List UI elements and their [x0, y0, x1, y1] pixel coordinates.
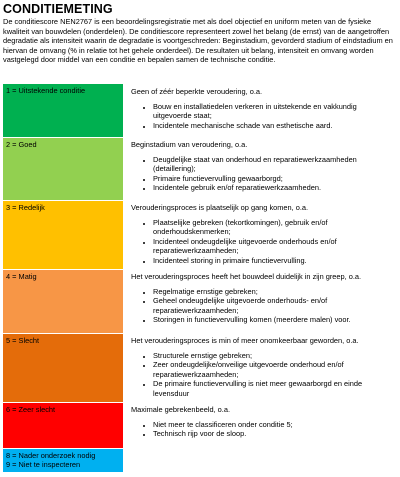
list-item: • Incidenteel storing in primaire functievervulling. [153, 256, 395, 266]
criteria-list [131, 155, 395, 193]
score-description-cell [123, 137, 395, 200]
score-label: 6 = Zeer slecht [6, 404, 56, 414]
list-item: • Bouw en installatiedelen verkeren in uitstekende en vakkundig uitgevoerde staat; [153, 102, 395, 121]
list-item: • Plaatselijke gebreken (tekortkomingen), gebruik en/of onderhoudskenmerken; [153, 218, 395, 237]
list-item: • Zeer ondeugdelijke/onveilige uitgevoerde onderhoud en/of reparatiewerkzaamheden; [153, 360, 395, 379]
score-lead: Het verouderingsproces heeft het bouwdeel duidelijk in zijn greep, o.a. [131, 272, 362, 281]
score-label-cell [3, 333, 123, 402]
score-description-cell [123, 402, 395, 448]
list-item: • Incidentele gebruik en/of reparatiewerkzaamheden. [153, 183, 395, 193]
table-row [3, 200, 395, 269]
intro-paragraph: De conditiescore NEN2767 is een beoordelingsregistratie met als doel objectief en uniform meten van de fysieke kwaliteit van bouwdelen (onderdelen). De conditiescore representeert zowel het belang (de ernst) van de aangetroffen degradatie als intensiteit waarin de degradatie is voortgeschreden: Beginstadium, gevorderd stadium of eindstadium en hiervan de omvang (% in relatie tot het gehele onderdeel). De resultaten uit belang, intensiteit en omvang worden vastgelegd door middel van een conditie en bepalen samen de technische conditie. [3, 17, 393, 65]
score-label-cell [3, 84, 123, 137]
score-label: 4 = Matig [6, 271, 37, 281]
criteria-list [131, 351, 395, 399]
list-item: • Structurele ernstige gebreken; [153, 351, 395, 361]
table-row [3, 137, 395, 200]
list-item: • Regelmatige ernstige gebreken; [153, 287, 395, 297]
score-label-cell [3, 448, 123, 472]
score-description-cell [123, 84, 395, 137]
table-row [3, 269, 395, 333]
score-label-cell [3, 402, 123, 448]
criteria-list [131, 287, 395, 325]
table-row [3, 402, 395, 448]
score-lead: Het verouderingsproces is min of meer onomkeerbaar geworden, o.a. [131, 336, 359, 345]
list-item: • De primaire functievervulling is niet meer gewaarborgd en einde levensduur [153, 379, 395, 398]
criteria-list [131, 420, 395, 439]
score-label: 8 = Nader onderzoek nodig [6, 450, 96, 460]
score-description-cell [123, 448, 395, 472]
criteria-list [131, 218, 395, 266]
score-lead: Geen of zéér beperkte veroudering, o.a. [131, 87, 263, 96]
score-label: 5 = Slecht [6, 335, 40, 345]
score-description-cell [123, 200, 395, 269]
table-row [3, 333, 395, 402]
list-item: • Incidentele mechanische schade van esthetische aard. [153, 121, 395, 131]
list-item: • Incidenteel ondeugdelijke uitgevoerde onderhouds en/of reparatiewerkzaamheden; [153, 237, 395, 256]
score-lead: Maximale gebrekenbeeld, o.a. [131, 405, 231, 414]
list-item: • Geheel ondeugdelijke uitgevoerde onderhouds- en/of reparatiewerkzaamheden; [153, 296, 395, 315]
table-row [3, 84, 395, 137]
score-label: 9 = Niet te inspecteren [6, 460, 81, 470]
list-item: • Technisch rijp voor de sloop. [153, 429, 395, 439]
list-item: • Niet meer te classificeren onder conditie 5; [153, 420, 395, 430]
score-lead: Verouderingsproces is plaatselijk op gang komen, o.a. [131, 203, 309, 212]
condition-score-table [3, 84, 395, 473]
score-label-cell [3, 137, 123, 200]
criteria-list [131, 102, 395, 131]
score-label: 2 = Goed [6, 139, 37, 149]
score-lead: Beginstadium van veroudering, o.a. [131, 140, 248, 149]
page-title: CONDITIEMETING [3, 2, 113, 16]
score-label: 3 = Redelijk [6, 202, 45, 212]
score-label-cell [3, 200, 123, 269]
table-row [3, 448, 395, 472]
list-item: • Primaire functievervulling gewaarborgd; [153, 174, 395, 184]
score-label: 1 = Uitstekende conditie [6, 86, 86, 95]
list-item: • Deugdelijke staat van onderhoud en reparatiewerkzaamheden (detaillering); [153, 155, 395, 174]
score-description-cell [123, 269, 395, 333]
score-description-cell [123, 333, 395, 402]
score-label-cell [3, 269, 123, 333]
list-item: • Storingen in functievervulling komen (meerdere malen) voor. [153, 315, 395, 325]
